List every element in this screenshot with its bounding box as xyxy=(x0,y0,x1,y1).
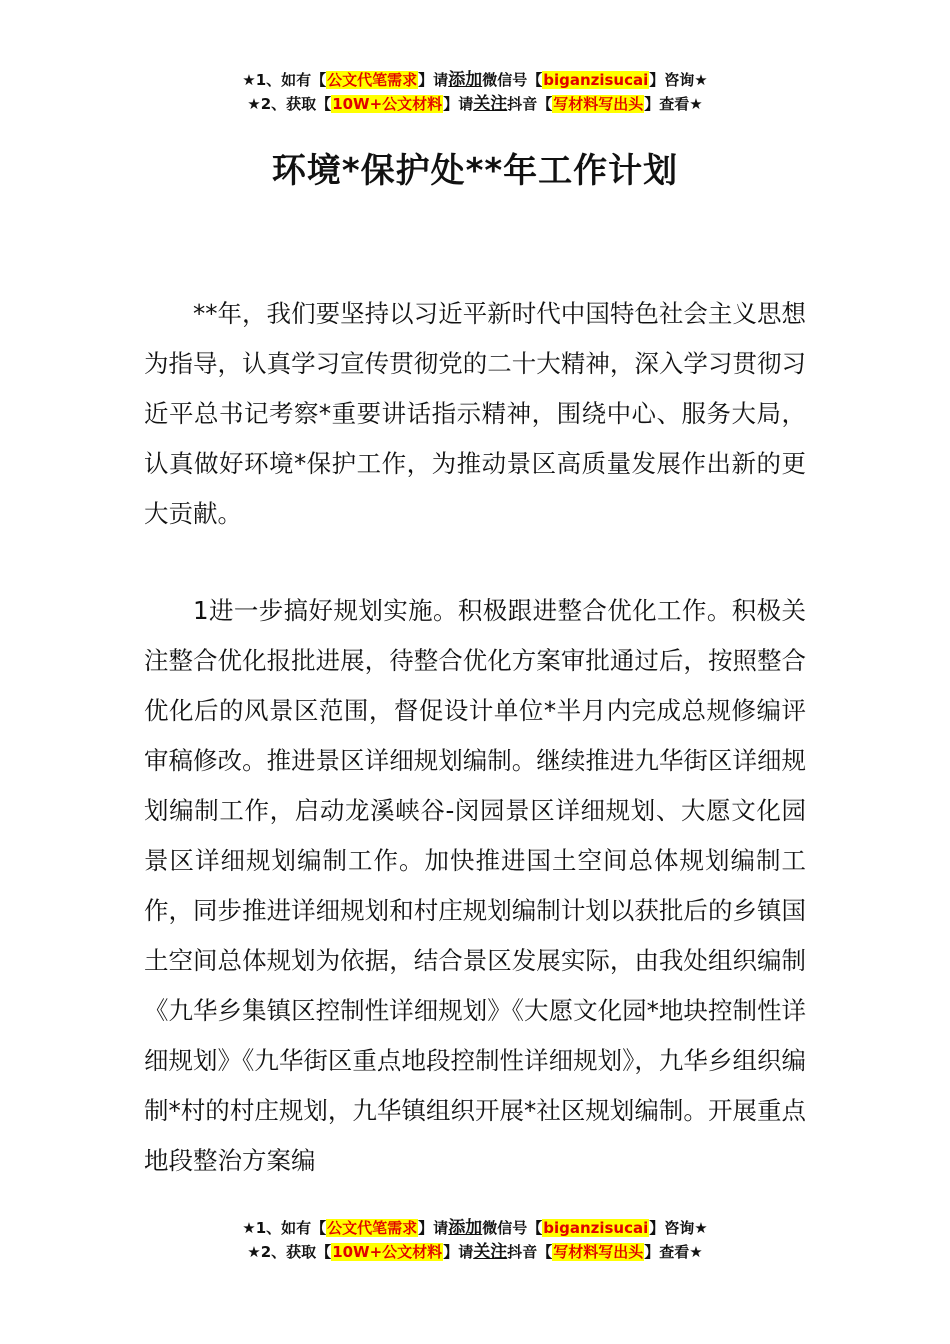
promo-text: 】请 xyxy=(418,1219,449,1237)
promo-line-2 xyxy=(0,1240,950,1264)
promo-wechat-id: biganzisucai xyxy=(543,1219,649,1237)
promo-text: 微信号【 xyxy=(482,1219,543,1237)
promo-text: 】请 xyxy=(418,71,449,89)
body-paragraph: **年，我们要坚持以习近平新时代中国特色社会主义思想为指导，认真学习宣传贯彻党的二十大精神，深入学习贯彻习近平总书记考察*重要讲话指示精神，围绕中心、服务大局，认真做好环境*保护工作，为推动景区高质量发展作出新的更大贡献。 xyxy=(144,299,806,528)
promo-banner-top xyxy=(0,68,950,116)
promo-text: ★1、如有【 xyxy=(242,1219,327,1237)
promo-text: 】请 xyxy=(443,1243,474,1261)
promo-emphasis: 添加 xyxy=(448,1218,483,1238)
promo-highlight: 公文代笔需求 xyxy=(327,71,418,89)
promo-douyin-id: 写材料写出头 xyxy=(553,1243,644,1261)
document-title: 环境*保护处**年工作计划 xyxy=(271,151,679,191)
promo-wechat-id: biganzisucai xyxy=(543,71,649,89)
promo-text: 】请 xyxy=(443,95,474,113)
promo-text: 抖音【 xyxy=(507,95,553,113)
promo-banner-bottom xyxy=(0,1216,950,1264)
promo-emphasis: 添加 xyxy=(448,70,483,90)
promo-line-1 xyxy=(0,68,950,92)
promo-text: 】咨询★ xyxy=(649,1219,708,1237)
promo-douyin-id: 写材料写出头 xyxy=(553,95,644,113)
promo-line-1 xyxy=(0,1216,950,1240)
promo-text: ★1、如有【 xyxy=(242,71,327,89)
promo-emphasis: 关注 xyxy=(473,94,508,114)
promo-text: 微信号【 xyxy=(482,71,543,89)
promo-highlight: 公文代笔需求 xyxy=(327,1219,418,1237)
promo-line-2 xyxy=(0,92,950,116)
promo-text: 抖音【 xyxy=(507,1243,553,1261)
promo-text: ★2、获取【 xyxy=(247,1243,332,1261)
body-paragraph: 1进一步搞好规划实施。积极跟进整合优化工作。积极关注整合优化报批进展，待整合优化方案审批通过后，按照整合优化后的风景区范围，督促设计单位*半月内完成总规修编评审稿修改。推进景区详细规划编制。继续推进九华街区详细规划编制工作，启动龙溪峡谷-闵园景区详细规划、大愿文化园景区详细规划编制工作。加快推进国土空间总体规划编制工作，同步推进详细规划和村庄规划编制计划以获批后的乡镇国土空间总体规划为依据，结合景区发展实际，由我处组织编制《九华乡集镇区控制性详细规划》《大愿文化园*地块控制性详细规划》《九华街区重点地段控制性详细规划》，九华乡组织编制*村的村庄规划，九华镇组织开展*社区规划编制。开展重点地段整治方案编 xyxy=(144,596,806,1175)
promo-text: 】查看★ xyxy=(644,95,703,113)
promo-emphasis: 关注 xyxy=(473,1242,508,1262)
promo-highlight: 10W+公文材料 xyxy=(332,1243,443,1261)
promo-highlight: 10W+公文材料 xyxy=(332,95,443,113)
promo-text: 】查看★ xyxy=(644,1243,703,1261)
promo-text: 】咨询★ xyxy=(649,71,708,89)
promo-text: ★2、获取【 xyxy=(247,95,332,113)
